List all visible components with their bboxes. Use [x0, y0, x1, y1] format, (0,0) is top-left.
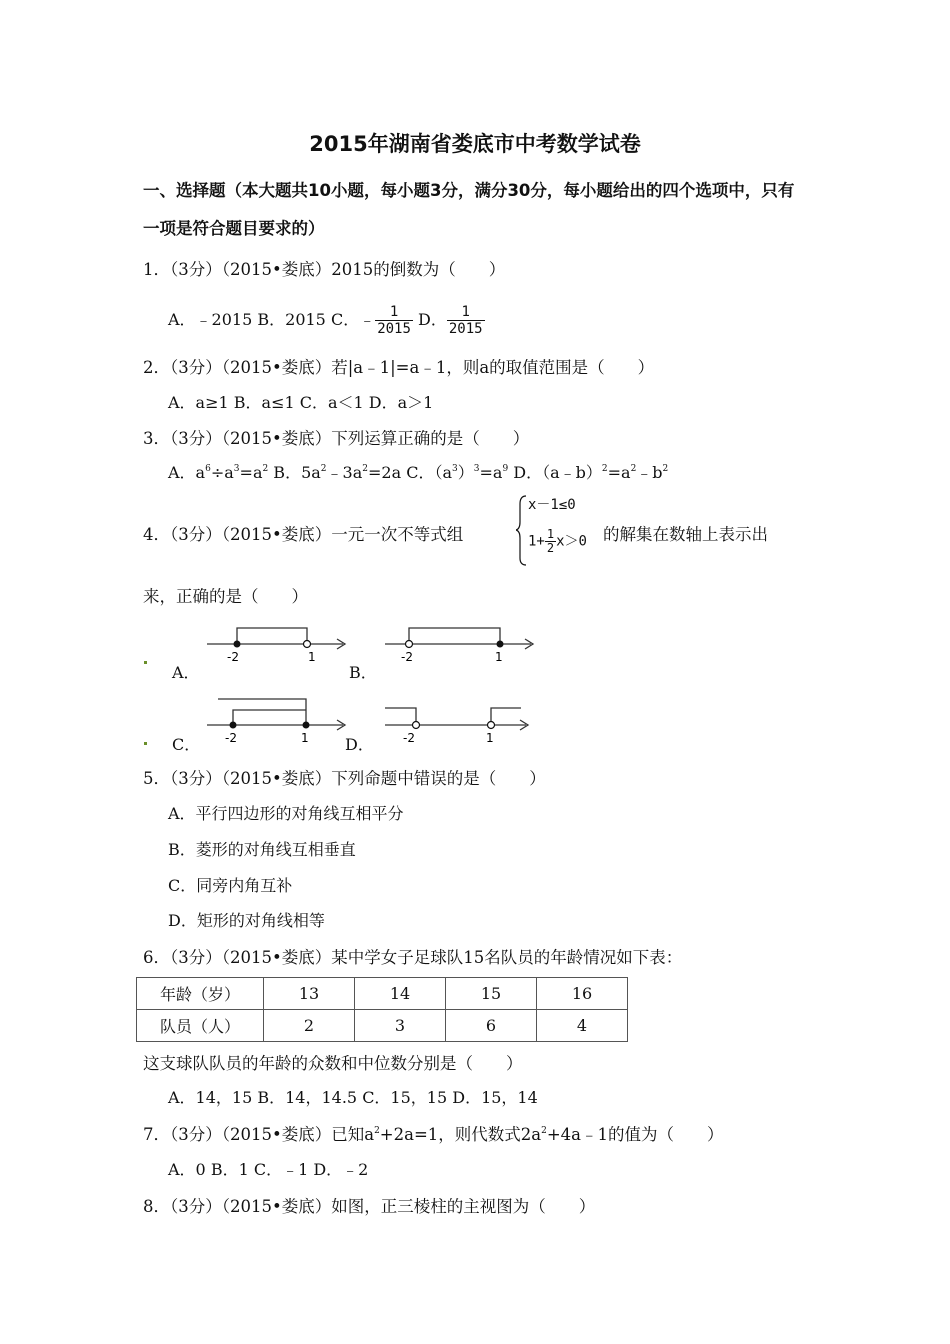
hollow-point-icon — [406, 641, 413, 648]
question-4-stem-a: 4．（3分）（2015•娄底）一元一次不等式组 — [143, 525, 464, 544]
inequality-system — [516, 492, 616, 568]
number-line-d — [383, 705, 533, 745]
question-1-stem: 1．（3分）（2015•娄底）2015的倒数为（ ） — [143, 260, 506, 279]
tick-label-1: 1 — [301, 731, 309, 743]
table-cell: 2 — [264, 1010, 355, 1042]
table-cell: 13 — [264, 978, 355, 1010]
question-6-question: 这支球队队员的年龄的众数和中位数分别是（ ） — [143, 1054, 523, 1073]
q1-fraction-d: $\frac{1}{2015}$ — [448, 304, 483, 337]
hollow-point-icon — [488, 722, 495, 729]
marker-dot — [144, 661, 147, 664]
question-7-stem: 7．（3分）（2015•娄底）已知$a^2+2a=1$，则代数式$2a^2+4a﹣1$的值为（ ） — [143, 1125, 724, 1144]
tick-label-neg2: -2 — [403, 731, 415, 745]
age-table — [136, 977, 628, 1042]
question-2-stem: 2．（3分）（2015•娄底）若|a﹣1|=a﹣1，则a的取值范围是（ ） — [143, 358, 655, 377]
inequality-1: x－1≤0 — [528, 497, 576, 513]
number-line-b — [383, 626, 538, 666]
question-5-stem: 5．（3分）（2015•娄底）下列命题中错误的是（ ） — [143, 769, 546, 788]
q5-option-c: C．同旁内角互补 — [168, 876, 293, 895]
question-1-options — [168, 304, 485, 337]
tick-label-neg2: -2 — [227, 650, 239, 664]
table-cell: 6 — [446, 1010, 537, 1042]
q1-option-b: B．2015 — [257, 310, 326, 329]
question-6-stem: 6．（3分）（2015•娄底）某中学女子足球队15名队员的年龄情况如下表： — [143, 948, 683, 967]
tick-label-neg2: -2 — [225, 731, 237, 743]
q1-option-c: C．﹣ — [330, 310, 376, 329]
q5-option-d: D．矩形的对角线相等 — [168, 911, 325, 930]
page-title: 2015年湖南省娄底市中考数学试卷 — [309, 132, 641, 156]
q4-label-a: A． — [172, 663, 200, 682]
q1-fraction-c: $\frac{1}{2015}$ — [377, 304, 411, 337]
question-6-options: A．14，15 B．14，14.5 C．15，15 D．15，14 — [168, 1088, 538, 1107]
table-header-count: 队员（人） — [137, 1010, 264, 1042]
q4-label-c: C． — [172, 735, 201, 754]
question-3-options: A．$a^6\div a^3=a^2$ B．$5a^2﹣3a^2=2a$ C．$(a^3)^3=a^9$ D．$(a﹣b)^2=a^2﹣b^2$ — [168, 463, 669, 482]
tick-label-1: 1 — [495, 650, 503, 664]
section-heading: 一、选择题（本大题共10小题，每小题3分，满分30分，每小题给出的四个选项中，只有一项是符合题目要求的） — [143, 181, 795, 238]
number-line-a — [205, 626, 350, 666]
tick-label-1: 1 — [486, 731, 494, 745]
q1-option-d: D． — [418, 310, 447, 329]
table-row — [137, 978, 628, 1010]
q4-label-d: D． — [345, 735, 374, 754]
table-cell: 3 — [355, 1010, 446, 1042]
brace-icon — [516, 496, 526, 565]
marker-dot — [144, 742, 147, 745]
solid-point-icon — [230, 722, 237, 729]
tick-label-1: 1 — [308, 650, 316, 664]
table-cell: 16 — [537, 978, 628, 1010]
hollow-point-icon — [304, 641, 311, 648]
number-line-c — [205, 697, 350, 743]
table-cell: 15 — [446, 978, 537, 1010]
question-8-stem: 8．（3分）（2015•娄底）如图，正三棱柱的主视图为（ ） — [143, 1197, 596, 1216]
question-7-options: A．0 B．1 C．﹣1 D．﹣2 — [168, 1160, 369, 1179]
table-cell: 4 — [537, 1010, 628, 1042]
solid-point-icon — [303, 722, 310, 729]
question-4-stem-c: 来，正确的是（ ） — [143, 587, 308, 606]
table-cell: 14 — [355, 978, 446, 1010]
q4-label-b: B． — [349, 663, 377, 682]
question-3-stem: 3．（3分）（2015•娄底）下列运算正确的是（ ） — [143, 429, 530, 448]
tick-label-neg2: -2 — [401, 650, 413, 664]
solid-point-icon — [234, 641, 241, 648]
inequality-2: 1+ $\frac{1}{2}$ x＞0 — [528, 527, 587, 555]
table-row — [137, 1010, 628, 1042]
q1-option-a: A．﹣2015 — [168, 310, 253, 329]
solid-point-icon — [497, 641, 504, 648]
hollow-point-icon — [413, 722, 420, 729]
question-4-stem-b: 的解集在数轴上表示出 — [603, 525, 768, 544]
q5-option-b: B．菱形的对角线互相垂直 — [168, 840, 356, 859]
table-header-age: 年龄（岁） — [137, 978, 264, 1010]
q5-option-a: A．平行四边形的对角线互相平分 — [168, 804, 404, 823]
question-2-options: A．a≥1 B．a≤1 C．a＜1 D．a＞1 — [168, 393, 434, 412]
